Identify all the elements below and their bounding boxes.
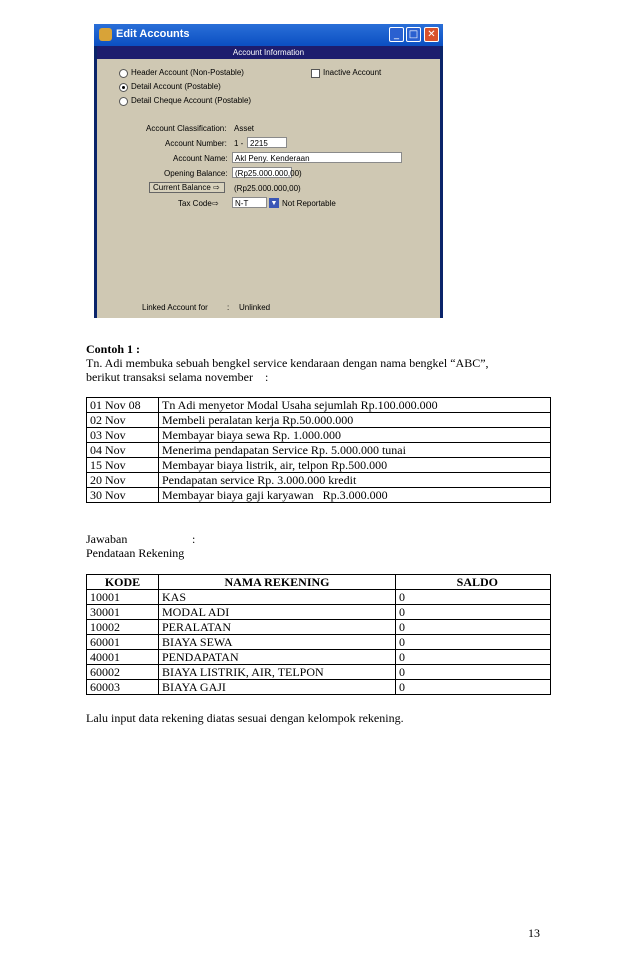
intro-line-1: Tn. Adi membuka sebuah bengkel service kendaraan dengan nama bengkel “ABC”, [86,356,489,370]
section-title: Pendataan Rekening [86,546,185,560]
arrow-right-icon: ⇨ [213,183,220,192]
account-code: 60001 [87,635,159,650]
radio-detail-cheque[interactable] [119,97,128,106]
transaction-date: 30 Nov [87,488,159,503]
inactive-label: Inactive Account [323,68,382,77]
table-row [87,635,551,650]
example-title: Contoh 1 : [86,342,141,356]
tax-code-input[interactable]: N-T [232,197,267,208]
transaction-date: 03 Nov [87,428,159,443]
transaction-date: 01 Nov 08 [87,398,159,413]
inactive-checkbox[interactable] [311,69,320,78]
table-row [87,488,551,503]
table-row [87,590,551,605]
opening-balance-input[interactable]: (Rp25.000.000,00) [232,167,292,178]
transaction-desc: Pendapatan service Rp. 3.000.000 kredit [159,473,551,488]
account-balance: 0 [396,665,551,680]
tax-code-label: Tax Code [178,199,212,208]
transaction-date: 15 Nov [87,458,159,473]
account-number-label: Account Number: [165,139,227,148]
radio-header-label: Header Account (Non-Postable) [131,68,244,77]
window-title: Edit Accounts [116,28,190,40]
table-row [87,680,551,695]
account-name-input[interactable]: Akl Peny. Kenderaan [232,152,402,163]
tax-code-arrow-icon[interactable]: ⇨ [212,199,219,208]
account-name: PENDAPATAN [159,650,396,665]
transaction-date: 02 Nov [87,413,159,428]
table-row [87,413,551,428]
account-name: BIAYA LISTRIK, AIR, TELPON [159,665,396,680]
table-row [87,473,551,488]
table-row [87,650,551,665]
linked-account-label: Linked Account for [142,303,208,312]
table-row [87,665,551,680]
account-code: 10001 [87,590,159,605]
table-row [87,398,551,413]
table-header-row [87,575,551,590]
header-balance: SALDO [396,575,551,590]
table-row [87,428,551,443]
current-balance-button[interactable] [149,182,225,193]
classification-value: Asset [234,124,255,133]
intro-line-2: berikut transaksi selama november : [86,370,269,384]
account-name: PERALATAN [159,620,396,635]
account-balance: 0 [396,650,551,665]
opening-balance-label: Opening Balance: [164,169,228,178]
account-code: 10002 [87,620,159,635]
account-name: MODAL ADI [159,605,396,620]
radio-header-account[interactable] [119,69,128,78]
current-balance-label: Current Balance [153,183,211,192]
account-code: 60002 [87,665,159,680]
answer-label: Jawaban [86,532,128,546]
header-name: NAMA REKENING [159,575,396,590]
radio-cheque-label: Detail Cheque Account (Postable) [131,96,252,105]
transaction-desc: Membayar biaya listrik, air, telpon Rp.500.000 [159,458,551,473]
account-code: 30001 [87,605,159,620]
tax-code-desc: Not Reportable [282,199,336,208]
account-name: BIAYA SEWA [159,635,396,650]
dropdown-arrow-icon[interactable]: ▼ [270,199,278,207]
transaction-date: 04 Nov [87,443,159,458]
radio-detail-account[interactable] [119,83,128,92]
table-row [87,458,551,473]
table-row [87,443,551,458]
account-number-input[interactable]: 2215 [247,137,287,148]
close-icon[interactable]: ✕ [424,27,439,42]
header-code: KODE [87,575,159,590]
table-row [87,620,551,635]
transaction-desc: Membayar biaya sewa Rp. 1.000.000 [159,428,551,443]
transaction-desc: Menerima pendapatan Service Rp. 5.000.000 tunai [159,443,551,458]
radio-detail-label: Detail Account (Postable) [131,82,221,91]
linked-account-bar [97,294,440,318]
accounts-table [86,574,551,695]
closing-text: Lalu input data rekening diatas sesuai dengan kelompok rekening. [86,711,404,725]
transactions-table [86,397,551,503]
window-titlebar [94,24,443,46]
answer-colon: : [192,532,196,546]
current-balance-value: (Rp25.000.000,00) [234,184,301,193]
account-balance: 0 [396,680,551,695]
linked-account-sep: : [227,303,230,312]
account-name: BIAYA GAJI [159,680,396,695]
account-balance: 0 [396,620,551,635]
table-row [87,605,551,620]
edit-accounts-window [94,24,443,318]
transaction-date: 20 Nov [87,473,159,488]
account-number-prefix: 1 - [234,139,244,148]
minimize-icon[interactable]: _ [389,27,404,42]
account-info-panel [97,46,440,314]
maximize-icon[interactable]: □ [406,27,421,42]
app-icon [99,28,112,41]
classification-label: Account Classification: [146,124,227,133]
account-code: 40001 [87,650,159,665]
transaction-desc: Membeli peralatan kerja Rp.50.000.000 [159,413,551,428]
transaction-desc: Membayar biaya gaji karyawan Rp.3.000.000 [159,488,551,503]
section-header: Account Information [97,46,440,59]
account-name-label: Account Name: [173,154,228,163]
account-name: KAS [159,590,396,605]
page-number: 13 [528,926,540,940]
transaction-desc: Tn Adi menyetor Modal Usaha sejumlah Rp.100.000.000 [159,398,551,413]
account-balance: 0 [396,605,551,620]
linked-account-value: Unlinked [239,303,271,312]
account-code: 60003 [87,680,159,695]
account-balance: 0 [396,590,551,605]
account-balance: 0 [396,635,551,650]
